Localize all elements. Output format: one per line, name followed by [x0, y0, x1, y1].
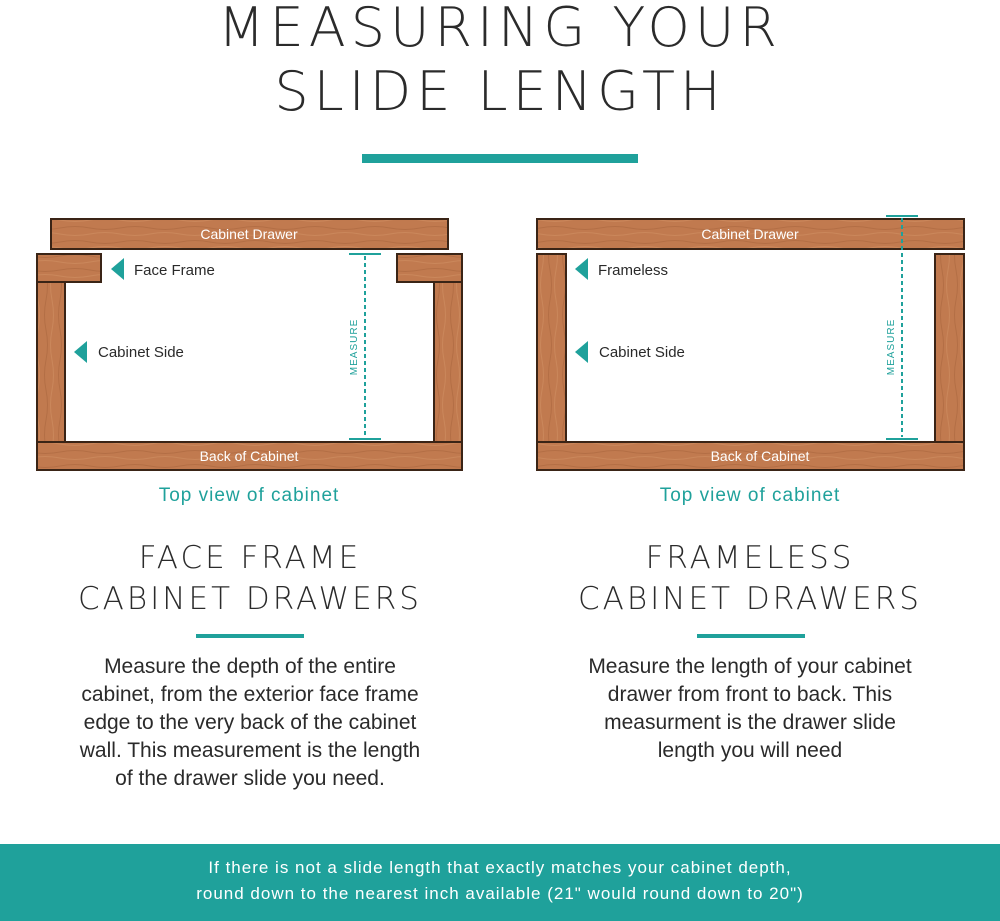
face-frame-left [37, 254, 101, 282]
description-line: measurment is the drawer slide [604, 711, 896, 734]
back-of-cabinet-label: Back of Cabinet [199, 448, 299, 464]
frameless-description [500, 653, 1000, 765]
face-frame-diagram [37, 219, 462, 470]
cabinet-side-left [37, 282, 65, 442]
measure-label: MEASURE [349, 318, 360, 376]
face-frame-title-line-2: CABINET DRAWERS [78, 581, 422, 617]
description-line: Measure the depth of the entire [104, 655, 396, 678]
face-frame-callout: Face Frame [134, 262, 215, 279]
measure-label: MEASURE [886, 318, 897, 376]
cabinet-side-left [537, 254, 566, 442]
page-title-line-1: MEASURING YOUR [218, 0, 782, 59]
description-line: drawer from front to back. This [607, 683, 893, 706]
frameless-title-line-2: CABINET DRAWERS [578, 581, 922, 617]
cabinet-side-callout: Cabinet Side [98, 344, 184, 361]
footer-line-1: If there is not a slide length that exactly matches your cabinet depth, [208, 858, 792, 877]
cabinet-drawer-label: Cabinet Drawer [200, 226, 298, 242]
cabinet-side-callout: Cabinet Side [599, 344, 685, 361]
face-frame-arrow-icon [111, 258, 124, 280]
face-frame-caption: Top view of cabinet [158, 485, 340, 506]
back-of-cabinet-label: Back of Cabinet [710, 448, 810, 464]
description-line: length you will need [657, 739, 843, 762]
cabinet-side-right [935, 254, 964, 442]
cabinet-side-arrow-icon [74, 341, 87, 363]
frameless-arrow-icon [575, 258, 588, 280]
cabinet-side-right [434, 282, 462, 442]
frameless-caption: Top view of cabinet [659, 485, 841, 506]
face-frame-description [0, 653, 500, 793]
footer-line-2: round down to the nearest inch available (21" would round down to 20") [196, 884, 804, 903]
description-line: wall. This measurement is the length [79, 739, 421, 762]
description-line: of the drawer slide you need. [115, 767, 385, 790]
description-line: edge to the very back of the cabinet [83, 711, 417, 734]
face-frame-underline [196, 634, 304, 638]
cabinet-drawer-label: Cabinet Drawer [701, 226, 799, 242]
description-line: Measure the length of your cabinet [588, 655, 912, 678]
cabinet-side-arrow-icon [575, 341, 588, 363]
frameless-callout: Frameless [598, 262, 669, 279]
face-frame-right [397, 254, 462, 282]
footer-banner [0, 844, 1000, 921]
description-line: cabinet, from the exterior face frame [81, 683, 419, 706]
frameless-title-line-1: FRAMELESS [645, 540, 855, 576]
frameless-underline [697, 634, 805, 638]
page-title-line-2: SLIDE LENGTH [274, 60, 726, 123]
face-frame-title-line-1: FACE FRAME [138, 540, 362, 576]
frameless-diagram [537, 216, 964, 470]
